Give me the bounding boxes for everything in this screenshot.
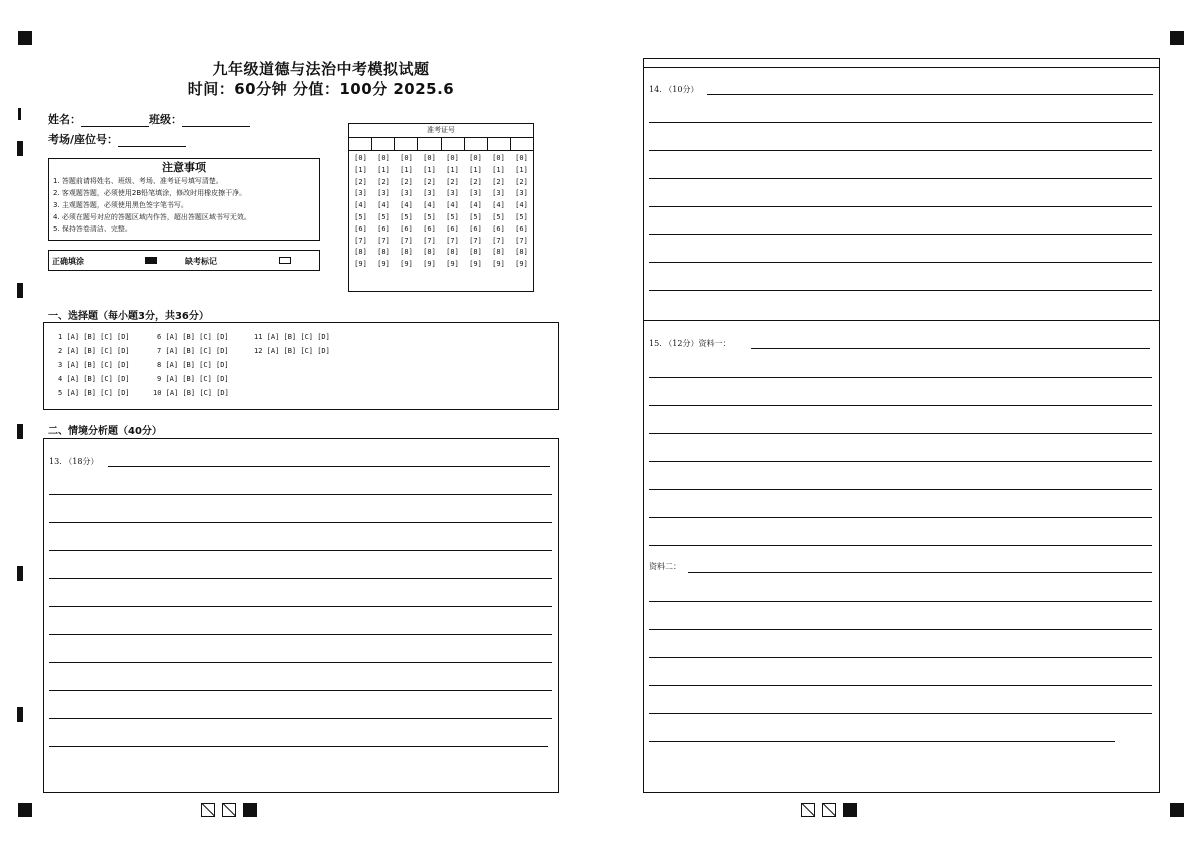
exam-id-bubble[interactable]: [2] xyxy=(492,177,505,186)
answer-line xyxy=(49,746,548,747)
exam-id-bubble[interactable]: [4] xyxy=(492,201,505,210)
q14-label: 14. （10分） xyxy=(649,85,699,94)
exam-id-bubble[interactable]: [8] xyxy=(446,248,459,257)
exam-id-bubble[interactable]: [2] xyxy=(446,177,459,186)
exam-id-bubble[interactable]: [0] xyxy=(492,154,505,162)
exam-id-column xyxy=(349,153,372,271)
exam-id-column xyxy=(372,153,395,271)
exam-id-bubble[interactable]: [0] xyxy=(469,154,482,162)
choice-question[interactable]: 3 [A] [B] [C] [D] xyxy=(58,361,130,369)
answer-line xyxy=(649,545,1152,546)
exam-id-bubble[interactable]: [7] xyxy=(446,236,459,245)
absent-mark-checkbox[interactable] xyxy=(279,257,291,264)
footer-mark-solid xyxy=(243,803,257,817)
note-item: 3. 主观题答题，必须使用黑色签字笔书写。 xyxy=(53,201,188,209)
choice-question[interactable]: 10 [A] [B] [C] [D] xyxy=(153,389,229,397)
q15-label: 15. （12分）资料一： xyxy=(649,339,731,348)
choice-question[interactable]: 7 [A] [B] [C] [D] xyxy=(157,347,229,355)
exam-id-bubble[interactable]: [8] xyxy=(492,248,505,257)
correct-fill-sample xyxy=(145,257,157,264)
class-field[interactable] xyxy=(182,115,250,127)
answer-line xyxy=(49,690,552,691)
exam-id-bubble[interactable]: [3] xyxy=(377,189,390,198)
exam-id-cell[interactable] xyxy=(511,138,533,150)
choice-question[interactable]: 12 [A] [B] [C] [D] xyxy=(254,347,330,355)
choice-question[interactable]: 9 [A] [B] [C] [D] xyxy=(157,375,229,383)
section2-title: 二、情境分析题（40分） xyxy=(48,426,162,437)
exam-id-bubble[interactable]: [5] xyxy=(492,212,505,221)
notes-box xyxy=(48,158,320,241)
answer-line xyxy=(649,178,1152,179)
exam-id-bubble[interactable]: [1] xyxy=(354,165,367,174)
exam-id-column xyxy=(395,153,418,271)
exam-id-bubble[interactable]: [3] xyxy=(492,189,505,198)
answer-line xyxy=(649,262,1152,263)
answer-line xyxy=(649,405,1152,406)
exam-id-bubble[interactable]: [4] xyxy=(400,201,413,210)
answer-line xyxy=(49,718,552,719)
exam-id-bubble[interactable]: [0] xyxy=(377,154,390,162)
student-name-row xyxy=(48,111,250,127)
exam-id-bubble[interactable]: [7] xyxy=(515,236,528,245)
exam-id-bubble[interactable]: [6] xyxy=(377,224,390,233)
q13-label: 13. （18分） xyxy=(49,457,99,466)
note-item: 4. 必须在题号对应的答题区域内作答，超出答题区域书写无效。 xyxy=(53,213,251,221)
exam-id-bubble[interactable]: [0] xyxy=(423,154,436,162)
exam-id-bubble[interactable]: [5] xyxy=(423,212,436,221)
exam-id-column xyxy=(487,153,510,271)
footer-mark-crossed xyxy=(801,803,815,817)
exam-id-bubble[interactable]: [3] xyxy=(423,189,436,198)
exam-id-bubble[interactable]: [1] xyxy=(400,165,413,174)
exam-id-bubble[interactable]: [7] xyxy=(423,236,436,245)
exam-id-bubble[interactable]: [1] xyxy=(446,165,459,174)
exam-id-bubble[interactable]: [0] xyxy=(354,154,367,162)
exam-id-bubble[interactable]: [4] xyxy=(354,201,367,210)
exam-id-bubble[interactable]: [8] xyxy=(515,248,528,257)
exam-id-bubble[interactable]: [1] xyxy=(377,165,390,174)
answer-line xyxy=(649,433,1152,434)
fill-legend xyxy=(48,250,320,271)
exam-id-bubble[interactable]: [2] xyxy=(400,177,413,186)
corner-mark-bottom-left xyxy=(18,803,32,817)
correct-fill-label: 正确填涂 xyxy=(52,257,84,266)
exam-id-bubble[interactable]: [6] xyxy=(515,224,528,233)
exam-id-bubble[interactable]: [2] xyxy=(354,177,367,186)
exam-id-bubble[interactable]: [0] xyxy=(400,154,413,162)
header-rule xyxy=(643,67,1160,68)
note-item: 2. 客观题答题，必须使用2B铅笔填涂，修改时用橡皮擦干净。 xyxy=(53,189,247,197)
exam-id-bubble[interactable]: [7] xyxy=(400,236,413,245)
exam-id-cell[interactable] xyxy=(488,138,511,150)
answer-line xyxy=(108,466,550,467)
exam-id-bubble[interactable]: [7] xyxy=(354,236,367,245)
q14-answer-box[interactable] xyxy=(643,58,1160,321)
exam-id-column xyxy=(510,153,533,271)
answer-line xyxy=(649,461,1152,462)
exam-id-bubble[interactable]: [4] xyxy=(377,201,390,210)
q13-answer-box[interactable] xyxy=(43,438,559,793)
choice-question[interactable]: 8 [A] [B] [C] [D] xyxy=(157,361,229,369)
exam-id-bubble[interactable]: [9] xyxy=(469,260,482,269)
exam-id-bubble[interactable]: [4] xyxy=(515,201,528,210)
exam-id-bubble[interactable]: [2] xyxy=(377,177,390,186)
answer-line xyxy=(707,94,1153,95)
exam-id-bubble[interactable]: [0] xyxy=(515,154,528,162)
answer-line xyxy=(649,601,1152,602)
exam-id-digit-columns xyxy=(349,151,533,271)
exam-id-write-cells xyxy=(349,138,533,151)
answer-line xyxy=(688,572,1152,573)
choice-question[interactable]: 11 [A] [B] [C] [D] xyxy=(254,333,330,341)
answer-line xyxy=(649,290,1152,291)
corner-mark-bottom-right xyxy=(1170,803,1184,817)
answer-line xyxy=(649,122,1152,123)
page-subtitle: 时间：60分钟 分值：100分 2025.6 xyxy=(187,80,455,98)
exam-id-bubble[interactable]: [4] xyxy=(469,201,482,210)
answer-line xyxy=(649,234,1152,235)
exam-id-cell[interactable] xyxy=(372,138,395,150)
exam-id-bubble[interactable]: [2] xyxy=(423,177,436,186)
exam-id-bubble[interactable]: [5] xyxy=(469,212,482,221)
answer-line xyxy=(649,489,1152,490)
exam-id-bubble[interactable]: [1] xyxy=(492,165,505,174)
exam-id-bubble[interactable]: [3] xyxy=(469,189,482,198)
exam-id-cell[interactable] xyxy=(418,138,441,150)
exam-id-cell[interactable] xyxy=(442,138,465,150)
exam-id-bubble[interactable]: [3] xyxy=(515,189,528,198)
section1-title: 一、选择题（每小题3分，共36分） xyxy=(48,311,209,322)
q15-material2-label: 资料二： xyxy=(649,562,681,571)
exam-id-grid xyxy=(348,123,534,292)
name-label: 姓名： xyxy=(48,113,81,126)
answer-line xyxy=(49,606,552,607)
choice-question[interactable]: 6 [A] [B] [C] [D] xyxy=(157,333,229,341)
timing-mark xyxy=(17,707,23,722)
exam-id-bubble[interactable]: [9] xyxy=(423,260,436,269)
exam-id-bubble[interactable]: [0] xyxy=(446,154,459,162)
exam-id-bubble[interactable]: [2] xyxy=(515,177,528,186)
exam-id-bubble[interactable]: [6] xyxy=(423,224,436,233)
footer-mark-crossed xyxy=(222,803,236,817)
seat-row xyxy=(48,131,186,147)
exam-id-bubble[interactable]: [3] xyxy=(446,189,459,198)
answer-line xyxy=(649,657,1152,658)
exam-id-bubble[interactable]: [5] xyxy=(377,212,390,221)
exam-id-column xyxy=(464,153,487,271)
class-label: 班级： xyxy=(149,113,182,126)
exam-id-bubble[interactable]: [1] xyxy=(515,165,528,174)
exam-id-cell[interactable] xyxy=(465,138,488,150)
answer-line xyxy=(49,494,552,495)
exam-id-bubble[interactable]: [8] xyxy=(354,248,367,257)
exam-id-column xyxy=(418,153,441,271)
exam-id-bubble[interactable]: [1] xyxy=(469,165,482,174)
exam-id-cell[interactable] xyxy=(349,138,372,150)
answer-line xyxy=(49,634,552,635)
footer-mark-solid xyxy=(843,803,857,817)
corner-mark-top-right xyxy=(1170,31,1184,45)
answer-line xyxy=(649,713,1152,714)
exam-id-cell[interactable] xyxy=(395,138,418,150)
exam-id-bubble[interactable]: [3] xyxy=(400,189,413,198)
answer-line xyxy=(49,522,552,523)
exam-id-bubble[interactable]: [6] xyxy=(446,224,459,233)
timing-mark xyxy=(17,141,23,156)
answer-line xyxy=(751,348,1150,349)
notes-title: 注意事项 xyxy=(162,161,206,174)
exam-id-bubble[interactable]: [9] xyxy=(446,260,459,269)
timing-mark xyxy=(17,283,23,298)
seat-label: 考场/座位号： xyxy=(48,133,119,146)
exam-id-bubble[interactable]: [7] xyxy=(469,236,482,245)
footer-mark-crossed xyxy=(822,803,836,817)
absent-mark-label: 缺考标记 xyxy=(185,257,217,266)
exam-id-bubble[interactable]: [5] xyxy=(515,212,528,221)
exam-id-bubble[interactable]: [6] xyxy=(492,224,505,233)
footer-mark-crossed xyxy=(201,803,215,817)
choice-question[interactable]: 1 [A] [B] [C] [D] xyxy=(58,333,130,341)
choice-question[interactable]: 5 [A] [B] [C] [D] xyxy=(58,389,130,397)
exam-id-bubble[interactable]: [4] xyxy=(446,201,459,210)
exam-id-bubble[interactable]: [4] xyxy=(423,201,436,210)
exam-id-bubble[interactable]: [8] xyxy=(423,248,436,257)
answer-line xyxy=(49,662,552,663)
answer-line xyxy=(649,741,1115,742)
exam-id-bubble[interactable]: [9] xyxy=(400,260,413,269)
exam-id-bubble[interactable]: [7] xyxy=(492,236,505,245)
answer-line xyxy=(649,629,1152,630)
exam-id-bubble[interactable]: [9] xyxy=(377,260,390,269)
exam-id-bubble[interactable]: [7] xyxy=(377,236,390,245)
exam-id-title: 准考证号 xyxy=(349,124,533,138)
exam-id-bubble[interactable]: [6] xyxy=(469,224,482,233)
exam-id-column xyxy=(441,153,464,271)
seat-field[interactable] xyxy=(118,135,186,147)
timing-mark xyxy=(17,566,23,581)
q15-answer-box[interactable] xyxy=(643,320,1160,793)
exam-id-bubble[interactable]: [9] xyxy=(354,260,367,269)
exam-id-bubble[interactable]: [8] xyxy=(377,248,390,257)
answer-line xyxy=(649,377,1152,378)
exam-id-bubble[interactable]: [6] xyxy=(354,224,367,233)
name-field[interactable] xyxy=(81,115,149,127)
exam-id-bubble[interactable]: [5] xyxy=(446,212,459,221)
answer-line xyxy=(649,150,1152,151)
note-item: 1. 答题前请将姓名、班级、考场、准考证号填写清楚。 xyxy=(53,177,223,185)
answer-line xyxy=(649,206,1152,207)
timing-mark xyxy=(17,424,23,439)
exam-id-bubble[interactable]: [6] xyxy=(400,224,413,233)
exam-id-bubble[interactable]: [1] xyxy=(423,165,436,174)
exam-id-bubble[interactable]: [9] xyxy=(492,260,505,269)
choice-answer-box xyxy=(43,322,559,410)
page-title: 九年级道德与法治中考模拟试题 xyxy=(212,60,430,78)
choice-question[interactable]: 2 [A] [B] [C] [D] xyxy=(58,347,130,355)
exam-id-bubble[interactable]: [9] xyxy=(515,260,528,269)
choice-question[interactable]: 4 [A] [B] [C] [D] xyxy=(58,375,130,383)
note-item: 5. 保持答卷清洁、完整。 xyxy=(53,225,132,233)
answer-line xyxy=(649,685,1152,686)
corner-mark-top-left xyxy=(18,31,32,45)
exam-id-bubble[interactable]: [5] xyxy=(400,212,413,221)
answer-line xyxy=(649,517,1152,518)
exam-id-bubble[interactable]: [8] xyxy=(469,248,482,257)
exam-id-bubble[interactable]: [3] xyxy=(354,189,367,198)
exam-id-bubble[interactable]: [2] xyxy=(469,177,482,186)
exam-id-bubble[interactable]: [5] xyxy=(354,212,367,221)
answer-line xyxy=(49,550,552,551)
exam-id-bubble[interactable]: [8] xyxy=(400,248,413,257)
timing-mark xyxy=(18,108,21,120)
answer-line xyxy=(49,578,552,579)
